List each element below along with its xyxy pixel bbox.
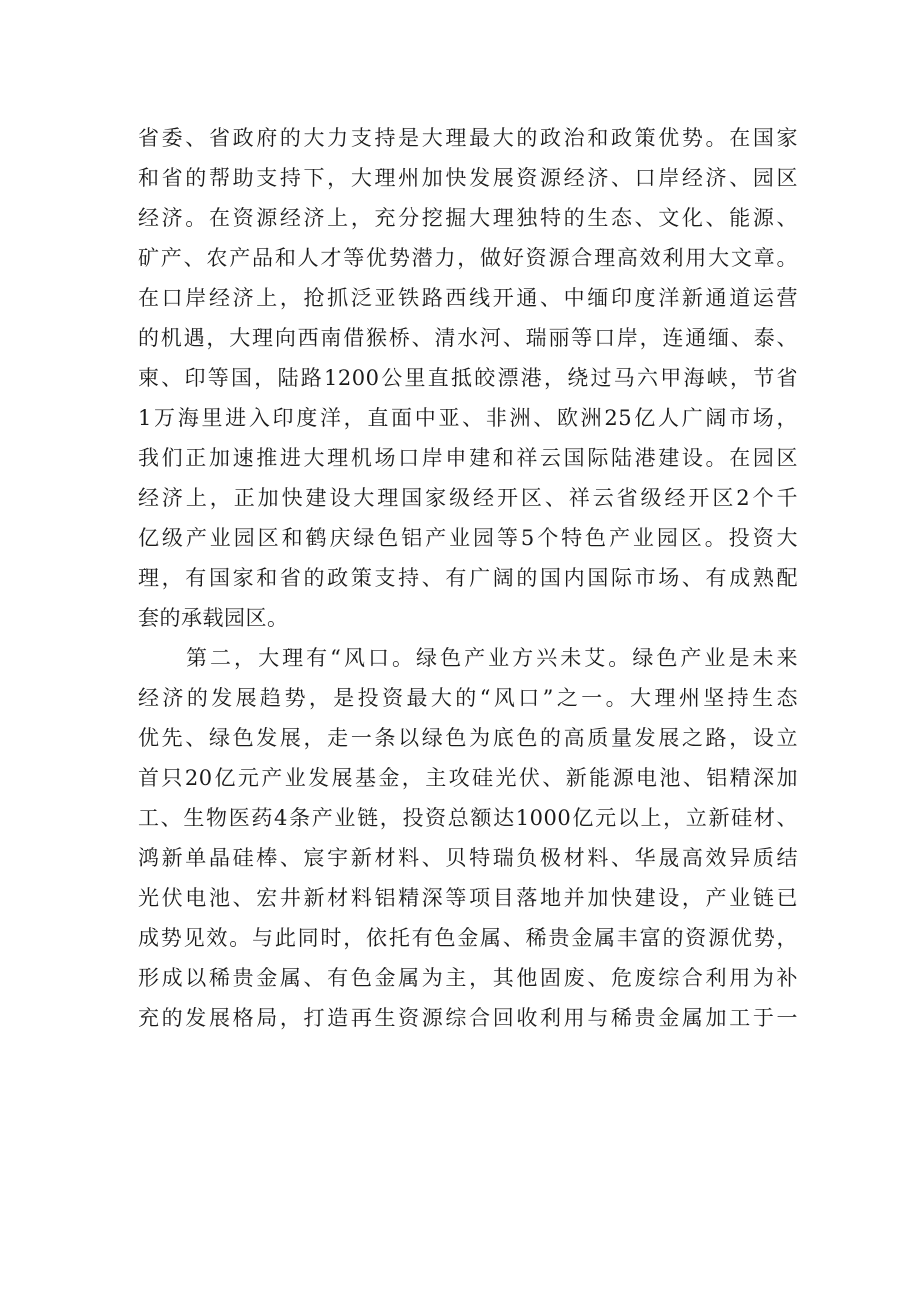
text-line: 我们正加速推进大理机场口岸申建和祥云国际陆港建设。在园区 bbox=[138, 446, 798, 470]
text-line: 亿级产业园区和鹤庆绿色铝产业园等5个特色产业园区。投资大 bbox=[138, 526, 798, 550]
text-line: 理，有国家和省的政策支持、有广阔的国内国际市场、有成熟配 bbox=[138, 566, 798, 590]
text-line: 工、生物医药4条产业链，投资总额达1000亿元以上，立新硅材、 bbox=[138, 806, 798, 830]
text-line: 套的承载园区。 bbox=[138, 606, 289, 630]
text-line: 成势见效。与此同时，依托有色金属、稀贵金属丰富的资源优势， bbox=[138, 926, 798, 950]
text-line: 经济的发展趋势，是投资最大的“风口”之一。大理州坚持生态 bbox=[138, 686, 798, 710]
text-line: 矿产、农产品和人才等优势潜力，做好资源合理高效利用大文章。 bbox=[138, 246, 798, 270]
text-line: 优先、绿色发展，走一条以绿色为底色的高质量发展之路，设立 bbox=[138, 726, 798, 750]
text-line: 和省的帮助支持下，大理州加快发展资源经济、口岸经济、园区 bbox=[138, 166, 798, 190]
text-line: 首只20亿元产业发展基金，主攻硅光伏、新能源电池、铝精深加 bbox=[138, 766, 798, 790]
text-line: 省委、省政府的大力支持是大理最大的政治和政策优势。在国家 bbox=[138, 126, 798, 150]
text-line: 1万海里进入印度洋，直面中亚、非洲、欧洲25亿人广阔市场， bbox=[138, 406, 798, 430]
text-line: 柬、印等国，陆路1200公里直抵皎漂港，绕过马六甲海峡，节省 bbox=[138, 366, 798, 390]
text-line: 经济上，正加快建设大理国家级经开区、祥云省级经开区2个千 bbox=[138, 486, 798, 510]
text-line: 第二，大理有“风口。绿色产业方兴未艾。绿色产业是未来 bbox=[186, 646, 798, 670]
text-line: 充的发展格局，打造再生资源综合回收利用与稀贵金属加工于一 bbox=[138, 1006, 798, 1030]
text-line: 鸿新单晶硅棒、宸宇新材料、贝特瑞负极材料、华晟高效异质结 bbox=[138, 846, 798, 870]
text-line: 在口岸经济上，抢抓泛亚铁路西线开通、中缅印度洋新通道运营 bbox=[138, 286, 798, 310]
text-line: 经济。在资源经济上，充分挖掘大理独特的生态、文化、能源、 bbox=[138, 206, 798, 230]
text-line: 的机遇，大理向西南借猴桥、清水河、瑞丽等口岸，连通缅、泰、 bbox=[138, 326, 798, 350]
text-line: 形成以稀贵金属、有色金属为主，其他固废、危废综合利用为补 bbox=[138, 966, 798, 990]
text-line: 光伏电池、宏井新材料铝精深等项目落地并加快建设，产业链已 bbox=[138, 886, 798, 910]
